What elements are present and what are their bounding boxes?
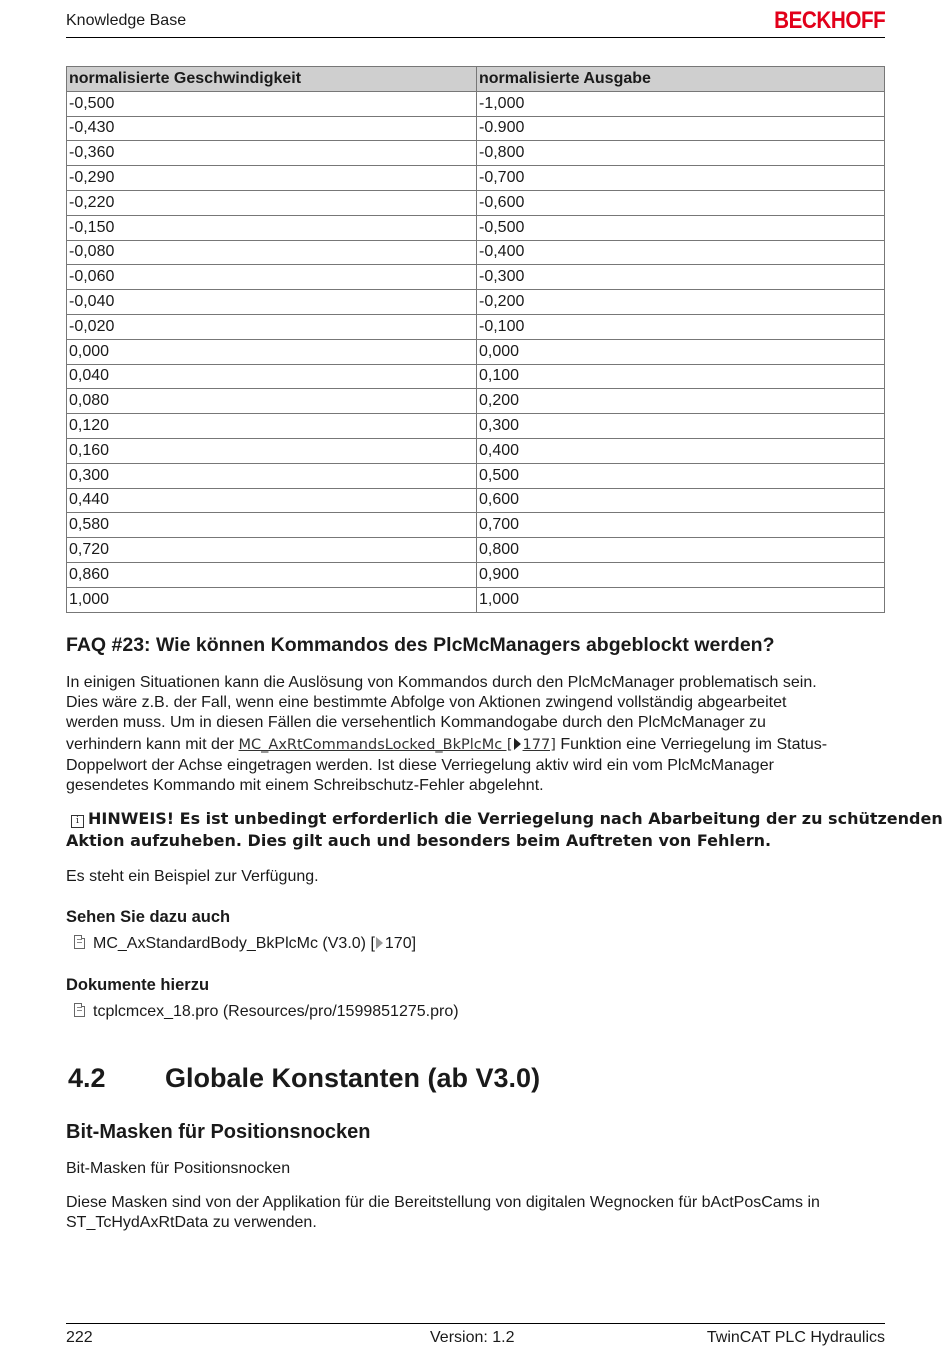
table-cell: -0,220: [67, 190, 477, 215]
product-name: TwinCAT PLC Hydraulics: [706, 1329, 885, 1346]
table-cell: -0,080: [67, 240, 477, 265]
table-cell: -0,200: [477, 290, 885, 315]
column-header: normalisierte Ausgabe: [477, 67, 885, 92]
document-icon: [74, 935, 85, 949]
faq-text-line: Dies wäre z.B. der Fall, wenn eine bestimmte Abfolge von Aktionen zwingend vollständig abgearbeitet: [66, 693, 787, 711]
table-row: [67, 190, 885, 215]
faq-text-line: [66, 735, 886, 756]
table-cell: 0,700: [477, 513, 885, 538]
table-row: [67, 562, 885, 587]
table-cell: -0,430: [67, 116, 477, 141]
table-row: [67, 463, 885, 488]
commands-locked-link[interactable]: [239, 737, 556, 753]
table-cell: -0,100: [477, 314, 885, 339]
faq-heading: FAQ #23: Wie können Kommandos des PlcMcManagers abgeblockt werden?: [66, 634, 775, 656]
table-cell: 0,120: [67, 414, 477, 439]
table-cell: 0,800: [477, 538, 885, 563]
table-cell: 0,040: [67, 364, 477, 389]
page-header: [66, 7, 885, 38]
table-row: [67, 240, 885, 265]
table-cell: 0,900: [477, 562, 885, 587]
table-cell: -0,040: [67, 290, 477, 315]
table-cell: 0,200: [477, 389, 885, 414]
normalization-table: [66, 66, 885, 613]
table-cell: -0,290: [67, 166, 477, 191]
subsection-paragraph: [66, 1193, 886, 1233]
table-cell: 0,080: [67, 389, 477, 414]
table-row: [67, 314, 885, 339]
table-cell: 0,100: [477, 364, 885, 389]
table-cell: -0,800: [477, 141, 885, 166]
faq-text-line: In einigen Situationen kann die Auslösung von Kommandos durch den PlcMcManager problematisch sein.: [66, 674, 817, 691]
table-cell: 0,860: [67, 562, 477, 587]
table-cell: 0,300: [67, 463, 477, 488]
section-number: 4.2: [68, 1063, 106, 1093]
faq-text-segment: Funktion eine Verriegelung im Status-: [555, 736, 828, 754]
faq-text-segment: verhindern kann mit der: [66, 736, 239, 754]
table-row: [67, 166, 885, 191]
table-cell: -0,300: [477, 265, 885, 290]
table-cell: -0,400: [477, 240, 885, 265]
table-row: [67, 364, 885, 389]
page-arrow-icon: [376, 937, 383, 949]
table-cell: -1,000: [477, 91, 885, 116]
faq-text-line: gesendetes Kommando mit einem Schreibschutz-Fehler abgelehnt.: [66, 776, 544, 794]
table-cell: 0,160: [67, 438, 477, 463]
version-label: Version: 1.2: [430, 1329, 515, 1346]
beckhoff-logo: BECKHOFF: [773, 7, 885, 34]
table-row: [67, 290, 885, 315]
table-row: [67, 339, 885, 364]
table-cell: -0,020: [67, 314, 477, 339]
faq-paragraph: [66, 673, 886, 796]
subsection-heading: Bit-Masken für Positionsnocken: [66, 1121, 371, 1143]
see-also-link[interactable]: [74, 935, 416, 953]
table-cell: -0,600: [477, 190, 885, 215]
document-link[interactable]: [74, 1003, 459, 1021]
page-arrow-icon: [514, 738, 521, 750]
table-row: [67, 414, 885, 439]
table-cell: 0,000: [67, 339, 477, 364]
see-also-label: MC_AxStandardBody_BkPlcMc (V3.0) [: [93, 935, 375, 952]
table-row: [67, 215, 885, 240]
see-also-page: 170]: [384, 935, 417, 952]
table-cell: -0,500: [477, 215, 885, 240]
info-icon: i: [71, 815, 84, 828]
table-cell: 0,440: [67, 488, 477, 513]
subsection-text-line: ST_TcHydAxRtData zu verwenden.: [66, 1213, 317, 1231]
table-cell: -0,500: [67, 91, 477, 116]
example-text: Es steht ein Beispiel zur Verfügung.: [66, 868, 319, 885]
notice-line: Aktion aufzuheben. Dies gilt auch und besonders beim Auftreten von Fehlern.: [66, 831, 772, 850]
table-row: [67, 265, 885, 290]
header-section-title: Knowledge Base: [66, 12, 187, 29]
table-cell: 0,720: [67, 538, 477, 563]
table-cell: 1,000: [477, 587, 885, 612]
subsection-intro: Bit-Masken für Positionsnocken: [66, 1160, 291, 1177]
table-cell: 1,000: [67, 587, 477, 612]
section-title: Globale Konstanten (ab V3.0): [165, 1063, 541, 1093]
table-row: [67, 488, 885, 513]
table-cell: 0,580: [67, 513, 477, 538]
faq-text-line: Doppelwort der Achse eingetragen werden. Ist diese Verriegelung aktiv wird ein vom PlcMcManager: [66, 757, 774, 775]
subsection-text-line: Diese Masken sind von der Applikation für die Bereitstellung von digitalen Wegnocken für bActPosCams in: [66, 1194, 820, 1211]
table-row: [67, 116, 885, 141]
document-label: tcplcmcex_18.pro (Resources/pro/1599851275.pro): [93, 1003, 459, 1020]
table-row: [67, 538, 885, 563]
column-header: normalisierte Geschwindigkeit: [67, 67, 477, 92]
table-header-row: [67, 67, 885, 92]
table-cell: -0,360: [67, 141, 477, 166]
table-cell: 0,300: [477, 414, 885, 439]
table-cell: 0,500: [477, 463, 885, 488]
table-cell: -0,060: [67, 265, 477, 290]
table-row: [67, 141, 885, 166]
table-cell: -0,700: [477, 166, 885, 191]
page-number: 222: [66, 1329, 93, 1346]
table-row: [67, 389, 885, 414]
table-cell: -0.900: [477, 116, 885, 141]
page-footer: [66, 1323, 885, 1346]
notice-line: [66, 808, 943, 830]
table-row: [67, 438, 885, 463]
table-row: [67, 587, 885, 612]
faq-text-line: werden muss. Um in diesen Fällen die versehentlich Kommandogabe durch den PlcMcManager zu: [66, 713, 766, 731]
table-body: [67, 91, 885, 612]
document-icon: [74, 1003, 85, 1017]
table-cell: 0,000: [477, 339, 885, 364]
table-cell: -0,150: [67, 215, 477, 240]
table-row: [67, 91, 885, 116]
link-page: 177]: [522, 737, 556, 754]
notice-text: HINWEIS! Es ist unbedingt erforderlich die Verriegelung nach Abarbeitung der zu schützenden: [88, 809, 943, 828]
notice-box: [66, 808, 943, 852]
link-label: MC_AxRtCommandsLocked_BkPlcMc [: [238, 737, 513, 754]
see-also-heading: Sehen Sie dazu auch: [66, 908, 231, 926]
table-row: [67, 513, 885, 538]
table-cell: 0,600: [477, 488, 885, 513]
documents-heading: Dokumente hierzu: [66, 976, 210, 994]
table-cell: 0,400: [477, 438, 885, 463]
